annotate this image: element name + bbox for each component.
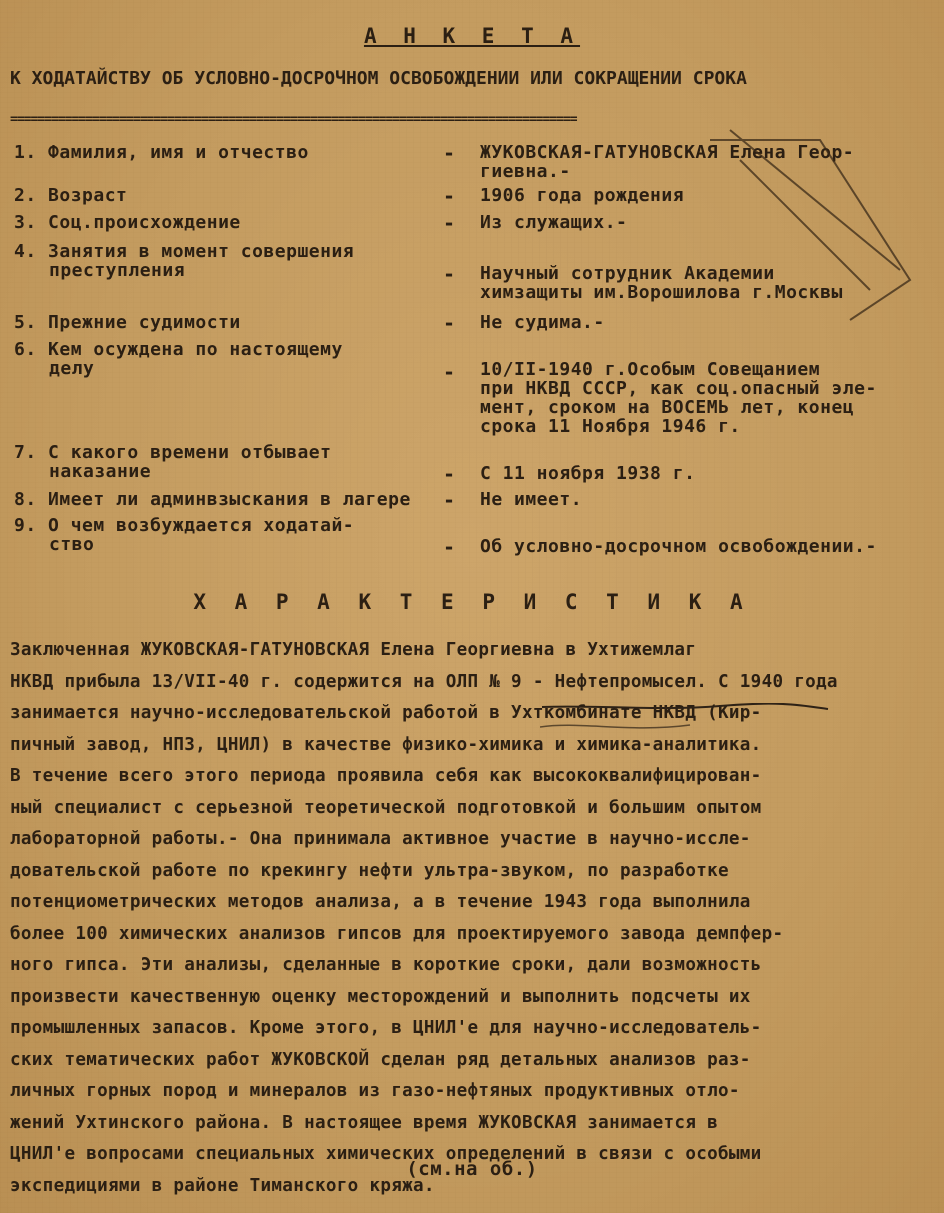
section-header: Х А Р А К Т Е Р И С Т И К А xyxy=(193,590,751,614)
text-line: пичный завод, НПЗ, ЦНИЛ) в качестве физико-химика и химика-аналитика. xyxy=(10,734,762,755)
question-5: 5. Прежние судимости xyxy=(14,312,241,333)
answer-4: Научный сотрудник Академии химзащиты им.Ворошилова г.Москвы xyxy=(480,263,843,303)
text-line: личных горных пород и минералов из газо-нефтяных продуктивных отло- xyxy=(10,1081,740,1101)
text-line: ЦНИЛ'е вопросами специальных химических определений в связи с особыми xyxy=(10,1144,762,1164)
text-line: занимается научно-исследовательской работой в Ухткомбинате НКВД (Кир- xyxy=(10,703,762,723)
dash-4: - xyxy=(443,262,456,286)
answer-8: Не имеет. xyxy=(480,489,583,510)
question-7: 7. С какого времени отбывает наказание xyxy=(14,442,332,482)
text-line: НКВД прибыла 13/VII-40 г. содержится на ОЛП № 9 - Нефтепромысел. С 1940 года xyxy=(10,671,838,692)
dash-7: - xyxy=(443,462,456,486)
text-line: жений Ухтинского района. В настоящее время ЖУКОВСКАЯ занимается в xyxy=(10,1112,719,1133)
text-line: более 100 химических анализов гипсов для проектируемого завода демпфер- xyxy=(10,923,784,944)
question-1: 1. Фамилия, имя и отчество xyxy=(14,142,309,163)
answer-2: 1906 года рождения xyxy=(480,185,685,206)
page-footer: (см.на об.) xyxy=(406,1158,538,1180)
text-line: ный специалист с серьезной теоретической подготовкой и большим опытом xyxy=(10,797,762,818)
question-8: 8. Имеет ли админвзыскания в лагере xyxy=(14,489,411,510)
dash-2: - xyxy=(443,184,456,208)
question-3: 3. Соц.происхождение xyxy=(14,212,241,233)
text-line: ских тематических работ ЖУКОВСКОЙ сделан ряд детальных анализов раз- xyxy=(10,1049,751,1070)
question-2: 2. Возраст xyxy=(14,185,128,206)
stamp-mark xyxy=(700,120,920,330)
text-line: довательской работе по крекингу нефти ультра-звуком, по разработке xyxy=(10,860,729,881)
dash-6: - xyxy=(443,360,456,384)
question-9: 9. О чем возбуждается ходатай- ство xyxy=(14,515,355,555)
dash-8: - xyxy=(443,488,456,512)
text-line: произвести качественную оценку месторождений и выполнить подсчеты их xyxy=(10,986,751,1007)
text-line: В течение всего этого периода проявила себя как высококвалифицирован- xyxy=(10,766,762,786)
question-4: 4. Занятия в момент совершения преступления xyxy=(14,241,355,281)
answer-1: ЖУКОВСКАЯ-ГАТУНОВСКАЯ Елена Геор- гиевна.- xyxy=(480,142,855,182)
text-line: промышленных запасов. Кроме этого, в ЦНИЛ'е для научно-исследователь- xyxy=(10,1018,762,1038)
answer-9: Об условно-досрочном освобождении.- xyxy=(480,536,877,557)
answer-5: Не судима.- xyxy=(480,312,605,333)
dash-1: - xyxy=(443,141,456,165)
answer-7: С 11 ноября 1938 г. xyxy=(480,463,696,484)
answer-3: Из служащих.- xyxy=(480,212,628,233)
document-title: А Н К Е Т А xyxy=(363,24,581,48)
text-line: потенциометрических методов анализа, а в течение 1943 года выполнила xyxy=(10,892,751,912)
dash-9: - xyxy=(443,535,456,559)
document-subtitle: К ХОДАТАЙСТВУ ОБ УСЛОВНО-ДОСРОЧНОМ ОСВОБОЖДЕНИИ ИЛИ СОКРАЩЕНИИ СРОКА xyxy=(10,68,747,89)
text-line: Заключенная ЖУКОВСКАЯ-ГАТУНОВСКАЯ Елена Георгиевна в Ухтижемлаг xyxy=(10,640,697,660)
text-line: лабораторной работы.- Она принимала активное участие в научно-иссле- xyxy=(10,829,751,849)
text-line: ного гипса. Эти анализы, сделанные в короткие сроки, дали возможность xyxy=(10,955,762,975)
pencil-underline-mark xyxy=(540,703,830,743)
answer-6: 10/II-1940 г.Особым Совещанием при НКВД СССР, как соц.опасный эле- мент, сроком на ВОСЕМЬ лет, конец срока 11 Ноября 1946 г. xyxy=(480,359,877,437)
dash-5: - xyxy=(443,311,456,335)
question-6: 6. Кем осуждена по настоящему делу xyxy=(14,339,343,379)
separator-rule: =================================================================================== xyxy=(10,112,577,127)
dash-3: - xyxy=(443,211,456,235)
text-line: экспедициями в районе Тиманского кряжа. xyxy=(10,1175,435,1196)
